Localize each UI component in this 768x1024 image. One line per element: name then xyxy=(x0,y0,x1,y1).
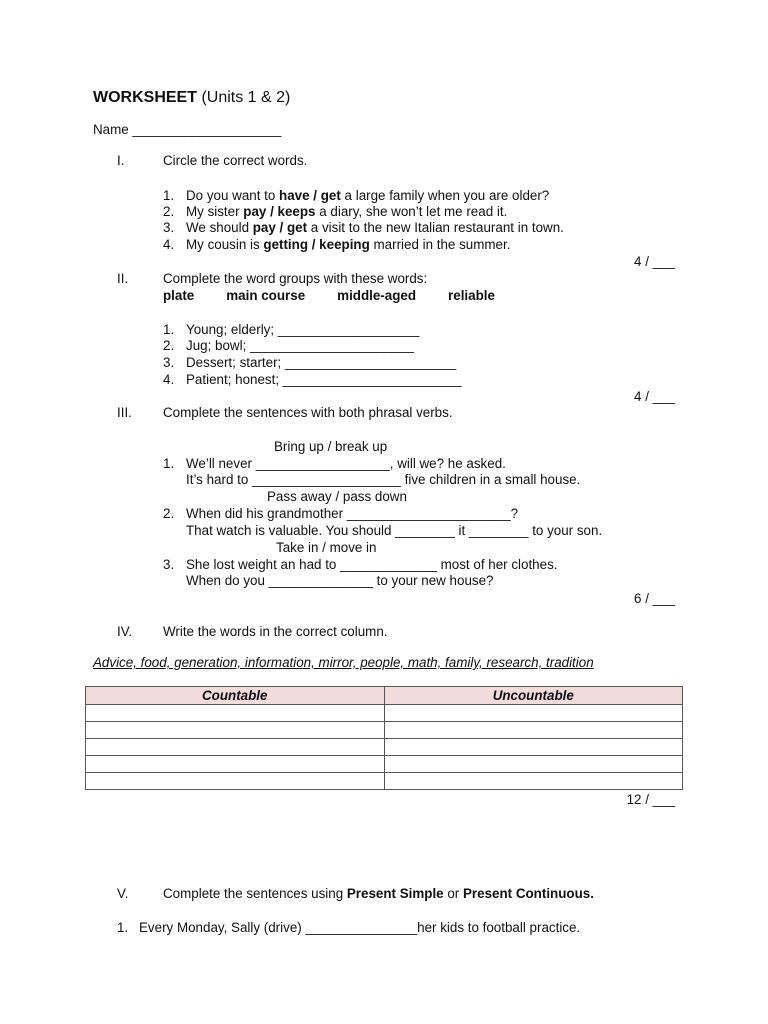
column-header-uncountable: Uncountable xyxy=(384,687,683,705)
section-instruction: Circle the correct words. xyxy=(163,153,308,168)
word-bank-item: middle-aged xyxy=(337,288,417,303)
tense-name: Present Simple xyxy=(346,886,444,901)
item-number: 4. xyxy=(163,372,175,387)
choice-words[interactable]: getting / keeping xyxy=(263,237,370,252)
section-numeral: V. xyxy=(117,886,129,901)
sentence-line[interactable]: We’ll never __________________, will we? he asked. xyxy=(186,456,506,471)
phrasal-verbs-heading: Take in / move in xyxy=(276,540,377,555)
circle-item xyxy=(186,220,564,236)
column-header-countable: Countable xyxy=(86,687,385,705)
word-list: Advice, food, generation, information, mirror, people, math, family, research, tradition xyxy=(93,655,594,670)
section-numeral: I. xyxy=(117,153,125,168)
table-cell[interactable] xyxy=(86,705,385,722)
score-line[interactable]: 12 / ___ xyxy=(626,792,675,807)
score-line[interactable]: 4 / ___ xyxy=(634,254,675,269)
item-number: 1. xyxy=(117,920,129,935)
table-cell[interactable] xyxy=(384,722,683,739)
table-cell[interactable] xyxy=(384,739,683,756)
name-field-line[interactable]: Name ____________________ xyxy=(93,122,282,137)
table-row xyxy=(86,705,683,722)
classification-table xyxy=(85,686,683,790)
table-row xyxy=(86,722,683,739)
item-number: 1. xyxy=(163,322,175,337)
item-number: 3. xyxy=(163,220,175,235)
table-cell[interactable] xyxy=(384,705,683,722)
section-instruction: Write the words in the correct column. xyxy=(163,624,388,639)
word-group-item[interactable]: Young; elderly; ___________________ xyxy=(186,322,420,337)
section-instruction: Complete the sentences with both phrasal verbs. xyxy=(163,405,453,420)
sentence-line[interactable]: When did his grandmother ______________________? xyxy=(186,506,519,521)
table-cell[interactable] xyxy=(86,773,385,790)
score-line[interactable]: 6 / ___ xyxy=(634,591,675,606)
table-cell[interactable] xyxy=(86,739,385,756)
item-number: 2. xyxy=(163,204,175,219)
phrasal-verbs-heading: Bring up / break up xyxy=(274,439,388,454)
word-bank-item: reliable xyxy=(448,288,495,303)
table-header-row xyxy=(86,687,683,705)
table-row xyxy=(86,756,683,773)
word-bank-item: plate xyxy=(163,288,195,303)
phrasal-verbs-heading: Pass away / pass down xyxy=(267,489,407,504)
title-rest: (Units 1 & 2) xyxy=(197,89,291,106)
item-text: Do you want to xyxy=(186,188,280,203)
table-cell[interactable] xyxy=(86,756,385,773)
item-number: 2. xyxy=(163,338,175,353)
item-number: 2. xyxy=(163,506,175,521)
item-text: married in the summer. xyxy=(369,237,511,252)
tense-name: Present Continuous. xyxy=(462,886,594,901)
title-bold: WORKSHEET xyxy=(93,89,197,106)
sentence-line[interactable]: It’s hard to ____________________ five children in a small house. xyxy=(186,472,581,487)
item-number: 3. xyxy=(163,355,175,370)
section-instruction: Complete the word groups with these words: xyxy=(163,271,428,286)
table-cell[interactable] xyxy=(384,773,683,790)
section-instruction xyxy=(163,886,594,902)
item-number: 1. xyxy=(163,456,175,471)
item-text: a diary, she won’t let me read it. xyxy=(315,204,508,219)
worksheet-title xyxy=(93,88,290,108)
circle-item xyxy=(186,237,510,253)
word-group-item[interactable]: Patient; honest; ________________________ xyxy=(186,372,462,387)
instruction-text: Complete the sentences using xyxy=(163,886,347,901)
table-cell[interactable] xyxy=(384,756,683,773)
item-text: We should xyxy=(186,220,253,235)
choice-words[interactable]: pay / get xyxy=(252,220,308,235)
word-bank xyxy=(163,288,495,304)
table-cell[interactable] xyxy=(86,722,385,739)
sentence-line[interactable]: When do you ______________ to your new house? xyxy=(186,573,494,588)
section-numeral: III. xyxy=(117,405,132,420)
circle-item xyxy=(186,204,507,220)
item-text: a large family when you are older? xyxy=(340,188,550,203)
choice-words[interactable]: pay / keeps xyxy=(243,204,316,219)
word-group-item[interactable]: Dessert; starter; _______________________ xyxy=(186,355,457,370)
item-number: 3. xyxy=(163,557,175,572)
word-group-item[interactable]: Jug; bowl; ______________________ xyxy=(186,338,414,353)
item-number: 1. xyxy=(163,188,175,203)
instruction-text: or xyxy=(443,886,463,901)
section-numeral: II. xyxy=(117,271,129,286)
item-text: My sister xyxy=(186,204,244,219)
sentence-line[interactable]: Every Monday, Sally (drive) _______________her kids to football practice. xyxy=(139,920,581,935)
word-bank-item: main course xyxy=(226,288,306,303)
table-row xyxy=(86,739,683,756)
sentence-line[interactable]: She lost weight an had to _____________ most of her clothes. xyxy=(186,557,558,572)
item-number: 4. xyxy=(163,237,175,252)
item-text: My cousin is xyxy=(186,237,264,252)
table-row xyxy=(86,773,683,790)
circle-item xyxy=(186,188,549,204)
item-text: a visit to the new Italian restaurant in town. xyxy=(307,220,564,235)
section-numeral: IV. xyxy=(117,624,133,639)
score-line[interactable]: 4 / ___ xyxy=(634,389,675,404)
choice-words[interactable]: have / get xyxy=(279,188,341,203)
sentence-line[interactable]: That watch is valuable. You should ________ it ________ to your son. xyxy=(186,523,603,538)
